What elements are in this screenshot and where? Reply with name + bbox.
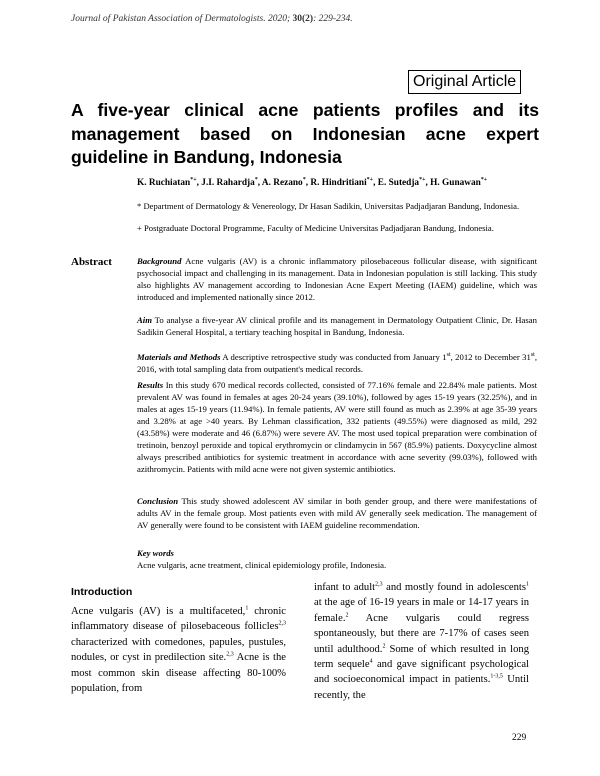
abstract-aim: Aim To analyse a five-year AV clinical profile and its management in Dermatology Outpatient Clinic, Dr. Hasan Sadikin General Hospital, a tertiary teaching hospital in Bandung, Indonesia. [137,315,537,337]
journal-citation: Journal of Pakistan Association of Dermatologists. 2020; 30(2): 229-234. [71,14,353,24]
author: J.I. Rahardja [201,178,255,188]
paper-title: A five-year clinical acne patients profiles and its management based on Indonesian acne expert guideline in Bandung, Indonesia [71,100,539,167]
author-list: K. Ruchiatan*+, J.I. Rahardja*, A. Rezano*, R. Hindritiani*+, E. Sutedja*+, H. Gunawan*+ [137,176,488,188]
author: E. Sutedja [377,178,420,188]
author: H. Gunawan [430,178,481,188]
affiliation-2: + Postgraduate Doctoral Programme, Faculty of Medicine Universitas Padjadjaran Bandung, Indonesia. [137,223,494,233]
author: R. Hindritiani [310,178,367,188]
abstract-conclusion: Conclusion This study showed adolescent AV similar in both gender group, and there were manifestations of adults AV in the female group. Most patients even with mild AV generally seek medication. The management of AV generally were found to be consistent with IAEM guideline recommendation. [137,496,537,530]
abstract-background: Background Acne vulgaris (AV) is a chronic inflammatory pilosebaceous follicular disease, with significant psychosocial impact and challenging in its management. Data in Indonesian population is still lacking. This study also highlights AV management according to Indonesian Acne Expert Meeting (IAEM) guideline, which was introduced and implemented nationally since 2012. [137,256,537,302]
author: K. Ruchiatan [137,178,191,188]
intro-right-column: infant to adult$^{2,3}$ and mostly found in adolescents$^1$ at the age of 16-19 years in male or 14-17 years in female.$^2$ Acne vulgaris could regress spontaneously, but there are 7-17% of cases seen until adulthood.$^2$ Some of which resulted in long term sequele$^4$ and gave significant psychological and socioeconomical impact in patients.$^{1-3,5}$ Until recently, the [314,581,529,701]
abstract-results: Results In this study 670 medical records collected, consisted of 77.16% female and 22.84% male patients. Most prevalent AV was found in females at ages 20-24 years (39.10%), followed by ages 15-19 years (32.25%), and in males at ages 15-19 years (11.94%). In female patients, AV were still found as much as 2.39% at age 35-39 years and 3.28% at age >40 years. By Lehman classification, 332 patients (49.55%) were diagnosed as mild, 292 (43.58%) were moderate and 46 (6.87%) were severe AV. The most used topical preparation were combination of tretinoin, benzoyl peroxide and topical erythromycin or clindamycin in 567 (85.9%) patients. Doxycycline almost always prescribed antibiotics for systemic treatment in accordance with acne severity (99.03%), followed with azithromycin. Patients with mild acne were not given systemic antibiotics. [137,380,537,474]
introduction-heading: Introduction [71,586,133,598]
keywords-heading: Key words [137,548,174,558]
intro-left-column: Acne vulgaris (AV) is a multifaceted,$^1$ chronic inflammatory disease of pilosebaceous follicles$^{2,3}$ characterized with comedones, papules, pustules, nodules, or cyst in predilection site.$^{2,3}$ Acne is the most common skin disease affecting 80-100% population, from [71,605,286,695]
keywords: Acne vulgaris, acne treatment, clinical epidemiology profile, Indonesia. [137,560,387,570]
abstract-label: Abstract [71,256,112,268]
abstract-methods: Materials and Methods A descriptive retrospective study was conducted from January 1st, 2012 to December 31st, 2016, with total sampling data from outpatient's medical records. [137,352,538,374]
author: A. Rezano [261,178,303,188]
article-type-label: Original Article [408,70,521,94]
page-number: 229 [512,733,527,743]
affiliation-1: * Department of Dermatology & Venereology, Dr Hasan Sadikin, Universitas Padjadjaran Bandung, Indonesia. [137,201,520,211]
